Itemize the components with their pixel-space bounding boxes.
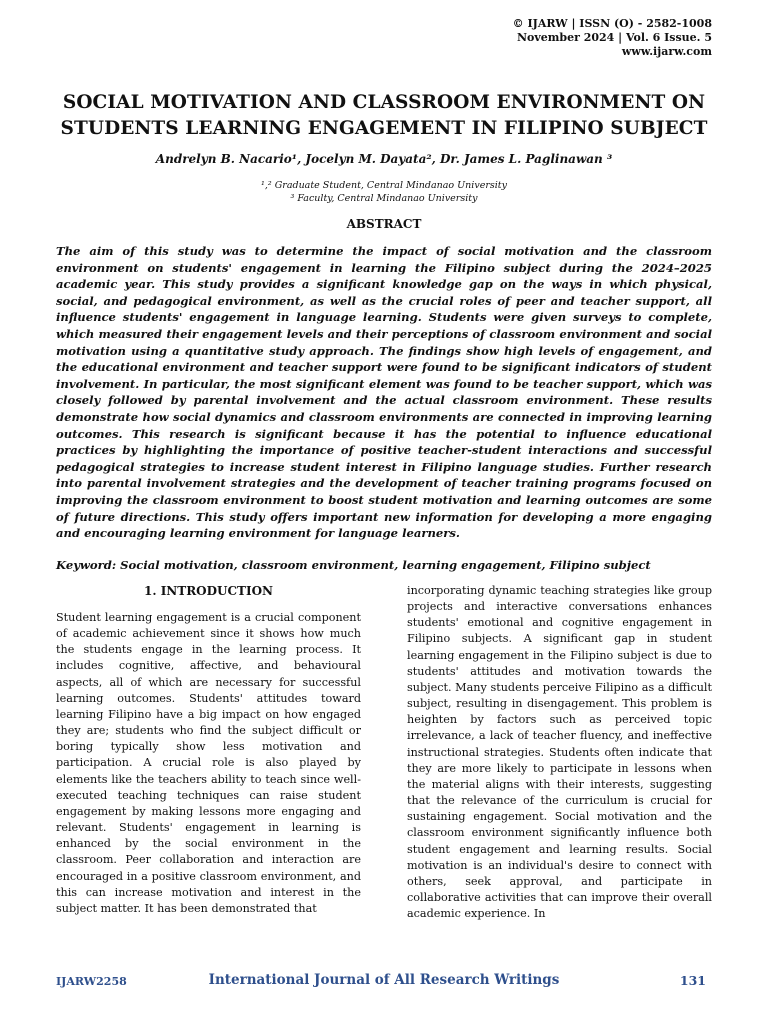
introduction-right-text: incorporating dynamic teaching strategies like group projects and interactive conversations enhances students' emotional and cognitive engagement in Filipino subjects. A significant gap in student learning engagement in the Filipino subject is due to students' attitudes and motivation towards the subject. Many students perceive Filipino as a difficult subject, resulting in disengagement. This problem is heighten by factors such as perceived topic irrelevance, a lack of teacher fluency, and ineffective instructional strategies. Students often indicate that they are more likely to participate in lessons when the material aligns with their interests, suggesting that the relevance of the curriculum is crucial for sustaining engagement. Social motivation and the classroom environment significantly influence both student engagement and learning results. Social motivation is an individual's desire to connect with others, seek approval, and participate in collaborative activities that can improve their overall academic experience. In (407, 584, 712, 921)
header-issue: November 2024 | Vol. 6 Issue. 5 (516, 31, 712, 44)
introduction-heading: 1. INTRODUCTION (143, 584, 274, 598)
introduction-left-text: Student learning engagement is a crucial component of academic achievement since it shows how much the students engage in the learning process. It includes cognitive, affective, and behavioural aspects, all of which are necessary for successful learning outcomes. Students' attitudes toward learning Filipino have a big impact on how engaged they are; students who find the subject difficult or boring typically show less motivation and participation. A crucial role is also played by elements like the teachers ability to teach since well-executed teaching techniques can raise student engagement by making lessons more engaging and relevant. Students' engagement in learning is enhanced by the social environment in the classroom. Peer collaboration and interaction are encouraged in a positive classroom environment, and this can increase motivation and interest in the subject matter. It has been demonstrated that (56, 611, 361, 915)
footer-journal-name: International Journal of All Research Writings (208, 972, 560, 988)
header-website: www.ijarw.com (621, 45, 712, 58)
journal-header-meta (513, 17, 712, 59)
paper-title: SOCIAL MOTIVATION AND CLASSROOM ENVIRONMENT ON STUDENTS LEARNING ENGAGEMENT IN FILIPINO SUBJECT (60, 92, 708, 139)
footer-page-number: 131 (679, 973, 706, 988)
affiliation-1: ¹,² Graduate Student, Central Mindanao University (261, 180, 507, 191)
left-column (56, 581, 361, 917)
abstract-heading: ABSTRACT (346, 217, 422, 231)
author-list: Andrelyn B. Nacario¹, Jocelyn M. Dayata², Dr. James L. Paglinawan ³ (155, 152, 613, 166)
affiliations (0, 179, 768, 205)
affiliation-2: ³ Faculty, Central Mindanao University (290, 193, 478, 204)
header-issn: © IJARW | ISSN (O) - 2582-1008 (512, 17, 712, 30)
keywords-line: Keyword: Social motivation, classroom environment, learning engagement, Filipino subject (56, 558, 651, 572)
abstract-text: The aim of this study was to determine the impact of social motivation and the classroom environment on students' engagement in learning the Filipino subject during the 2024–2025 academic year. This study provides a significant knowledge gap on the ways in which physical, social, and pedagogical environment, as well as the crucial roles of peer and teacher support, all influence students' engagement in language learning. Students were given surveys to complete, which measured their engagement levels and their perceptions of classroom environment and social motivation using a quantitative study approach. The findings show high levels of engagement, and the educational environment and teacher support were found to be significant indicators of student involvement. In particular, the most significant element was found to be teacher support, which was closely followed by parental involvement and the actual classroom environment. These results demonstrate how social dynamics and classroom environments are connected in improving learning outcomes. This research is significant because it has the potential to influence educational practices by highlighting the importance of positive teacher-student interactions and successful pedagogical strategies to increase student interest in Filipino language studies. Further research into parental involvement strategies and the development of teacher training programs focused on improving the classroom environment to boost student motivation and learning outcomes are some of future directions. This study offers important new information for developing a more engaging and encouraging learning environment for language learners. (56, 244, 712, 541)
right-column (407, 583, 712, 922)
footer-paper-code: IJARW2258 (56, 975, 127, 988)
